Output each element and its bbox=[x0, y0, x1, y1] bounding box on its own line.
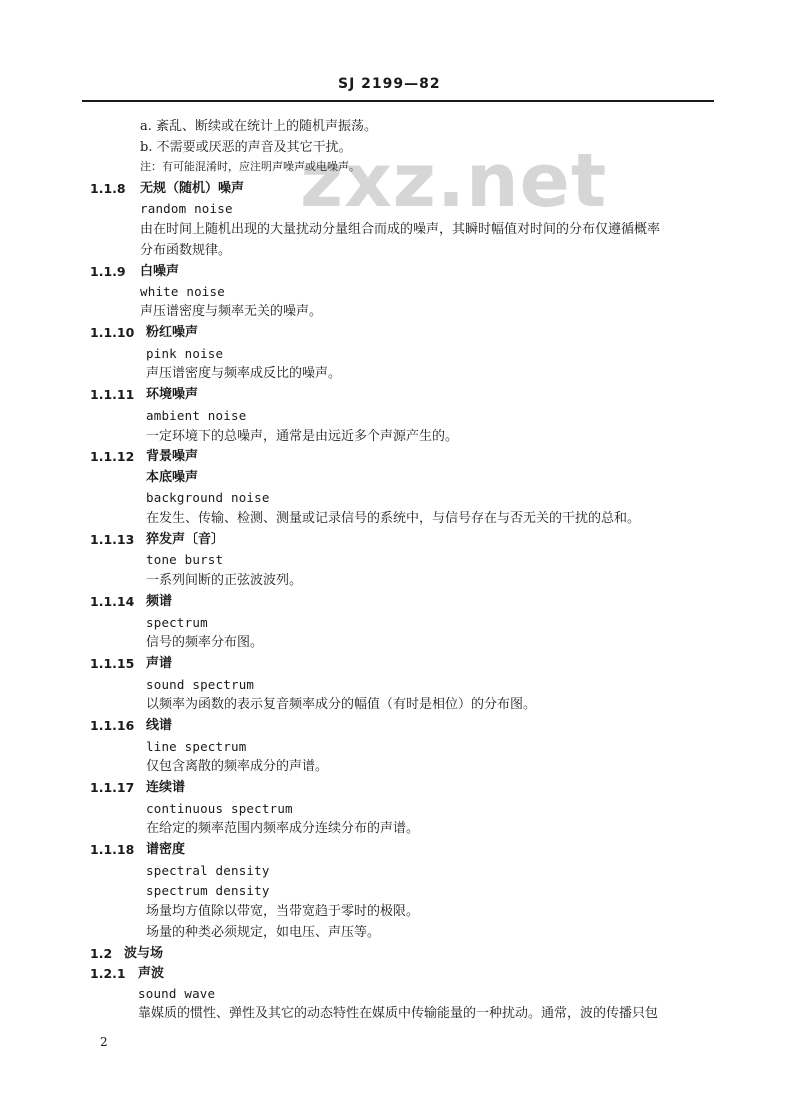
entry-number: 1.1.12 bbox=[90, 449, 135, 464]
entry-definition: 由在时间上随机出现的大量扰动分量组合而成的噪声，其瞬时幅值对时间的分布仅遵循概率 bbox=[140, 222, 661, 237]
section-title: 波与场 bbox=[124, 946, 164, 961]
entry-term: 频谱 bbox=[146, 594, 173, 609]
entry-definition: 以频率为函数的表示复音频率成分的幅值（有时是相位）的分布图。 bbox=[146, 697, 537, 712]
entry-number: 1.1.8 bbox=[90, 181, 126, 196]
entry-definition: 在给定的频率范围内频率成分连续分布的声谱。 bbox=[146, 821, 420, 836]
entry-english: ambient noise bbox=[146, 408, 247, 423]
entry-number: 1.1.10 bbox=[90, 325, 135, 340]
entry-number: 1.1.15 bbox=[90, 656, 135, 671]
entry-term: 白噪声 bbox=[140, 264, 180, 279]
entry-english: tone burst bbox=[146, 552, 224, 567]
entry-number: 1.1.13 bbox=[90, 532, 135, 547]
entry-english: background noise bbox=[146, 490, 270, 505]
item-b: b. 不需要或厌恶的声音及其它干扰。 bbox=[140, 140, 352, 155]
entry-term: 环境噪声 bbox=[146, 387, 199, 402]
entry-definition: 场量均方值除以带宽，当带宽趋于零时的极限。 bbox=[146, 904, 420, 919]
entry-number: 1.1.18 bbox=[90, 842, 135, 857]
entry-term: 猝发声〔音〕 bbox=[146, 532, 225, 547]
header-rule bbox=[82, 100, 714, 102]
entry-english: white noise bbox=[140, 284, 225, 299]
entry-definition: 信号的频率分布图。 bbox=[146, 635, 264, 650]
entry-definition: 一定环境下的总噪声，通常是由远近多个声源产生的。 bbox=[146, 429, 459, 444]
entry-term: 线谱 bbox=[146, 718, 173, 733]
standard-code-header: SJ 2199—82 bbox=[338, 76, 441, 92]
note: 注：有可能混淆时，应注明声噪声或电噪声。 bbox=[140, 160, 360, 173]
entry-english-alt: spectrum density bbox=[146, 883, 270, 898]
watermark: zxz.net bbox=[300, 138, 608, 224]
entry-english: sound wave bbox=[138, 986, 216, 1001]
entry-number: 1.1.14 bbox=[90, 594, 135, 609]
entry-term: 背景噪声 bbox=[146, 449, 199, 464]
entry-number: 1.1.9 bbox=[90, 264, 126, 279]
entry-term: 声谱 bbox=[146, 656, 173, 671]
entry-english: continuous spectrum bbox=[146, 801, 293, 816]
page-number: 2 bbox=[100, 1035, 108, 1049]
entry-definition: 一系列间断的正弦波波列。 bbox=[146, 573, 303, 588]
entry-term: 无规（随机）噪声 bbox=[140, 181, 245, 196]
entry-english: spectral density bbox=[146, 863, 270, 878]
entry-term: 粉红噪声 bbox=[146, 325, 199, 340]
entry-definition: 靠媒质的惯性、弹性及其它的动态特性在媒质中传输能量的一种扰动。通常，波的传播只包 bbox=[138, 1006, 659, 1021]
entry-definition: 声压谱密度与频率成反比的噪声。 bbox=[146, 366, 342, 381]
item-a: a. 紊乱、断续或在统计上的随机声振荡。 bbox=[140, 119, 378, 134]
entry-term: 声波 bbox=[138, 966, 165, 981]
entry-english: line spectrum bbox=[146, 739, 247, 754]
entry-term: 谱密度 bbox=[146, 842, 186, 857]
entry-definition: 在发生、传输、检测、测量或记录信号的系统中，与信号存在与否无关的干扰的总和。 bbox=[146, 511, 641, 526]
entry-definition: 场量的种类必须规定，如电压、声压等。 bbox=[146, 925, 381, 940]
entry-number: 1.1.11 bbox=[90, 387, 135, 402]
entry-number: 1.1.17 bbox=[90, 780, 135, 795]
entry-term: 连续谱 bbox=[146, 780, 186, 795]
entry-english: spectrum bbox=[146, 615, 208, 630]
entry-term-alt: 本底噪声 bbox=[146, 470, 199, 485]
entry-number: 1.2.1 bbox=[90, 966, 126, 981]
entry-definition: 分布函数规律。 bbox=[140, 243, 232, 258]
entry-definition: 仅包含离散的频率成分的声谱。 bbox=[146, 759, 329, 774]
entry-english: random noise bbox=[140, 201, 233, 216]
section-number: 1.2 bbox=[90, 946, 113, 961]
entry-definition: 声压谱密度与频率无关的噪声。 bbox=[140, 304, 323, 319]
entry-number: 1.1.16 bbox=[90, 718, 135, 733]
entry-english: pink noise bbox=[146, 346, 224, 361]
entry-english: sound spectrum bbox=[146, 677, 255, 692]
